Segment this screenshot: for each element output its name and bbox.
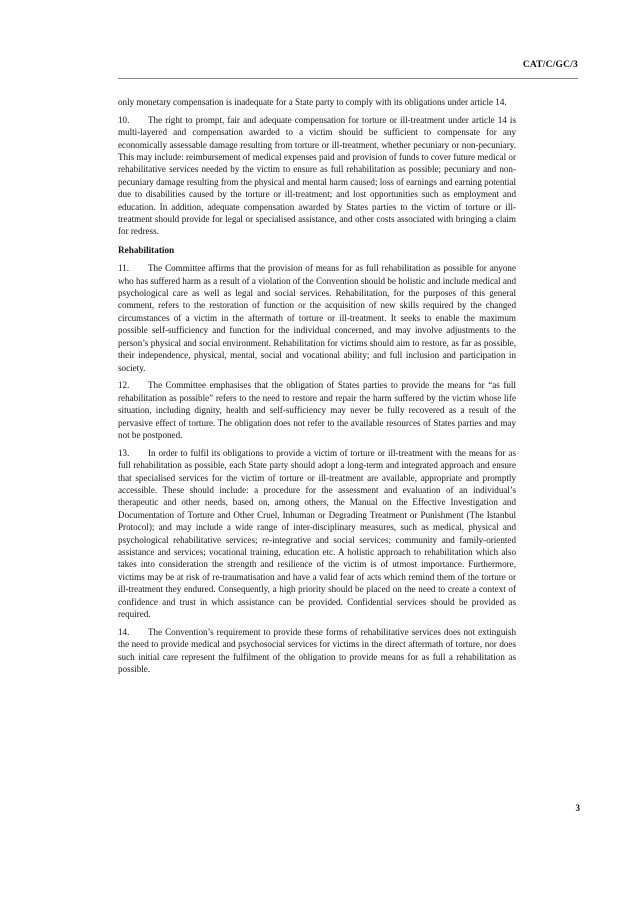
paragraph-number: 10. bbox=[118, 114, 130, 125]
paragraph-text: The right to prompt, fair and adequate compensation for torture or ill-treatment under article 14 is multi-layered and compensation awarded to a victim should be sufficient to compensate for any economically assessable damage resulting from torture or ill-treatment, whether pecuniary or non-pecuniary. This may include: reimbursement of medical expenses paid and provision of funds to cover future medical or rehabilitative services needed by the victim to ensure as full rehabilitation as possible; pecuniary and non-pecuniary damage resulting from the physical and mental harm caused; loss of earnings and earning potential due to disabilities caused by the torture or ill-treatment; and lost opportunities such as employment and education. In addition, adequate compensation awarded by States parties to the victim of torture or ill-treatment should provide for legal or specialised assistance, and other costs associated with bringing a claim for redress. bbox=[118, 114, 516, 237]
paragraph-11 bbox=[118, 262, 516, 374]
paragraph-number: 13. bbox=[118, 447, 130, 458]
paragraph-text: In order to fulfil its obligations to provide a victim of torture or ill-treatment with the means for as full rehabilitation as possible, each State party should adopt a long-term and integrated approach and ensure that specialised services for the victim of torture or ill-treatment are available, appropriate and promptly accessible. These should include: a procedure for the assessment and evaluation of an individual’s therapeutic and other needs, based on, among others, the Manual on the Effective Investigation and Documentation of Torture and Other Cruel, Inhuman or Degrading Treatment or Punishment (The Istanbul Protocol); and may include a wide range of inter-disciplinary measures, such as medical, physical and psychological rehabilitative services; re-integrative and social services; community and family-oriented assistance and services; vocational training, education etc. A holistic approach to rehabilitation which also takes into consideration the strength and resilience of the victim is of utmost importance. Furthermore, victims may be at risk of re-traumatisation and have a valid fear of acts which remind them of the torture or ill-treatment they endured. Consequently, a high priority should be placed on the need to create a context of confidence and trust in which assistance can be provided. Confidential services should be provided as required. bbox=[118, 447, 516, 620]
paragraph-13 bbox=[118, 447, 516, 621]
page-header bbox=[118, 58, 578, 79]
paragraph-text: The Committee affirms that the provision of means for as full rehabilitation as possible for anyone who has suffered harm as a result of a violation of the Convention should be holistic and include medical and psychological care as well as legal and social services. Rehabilitation, for the purposes of this general comment, refers to the restoration of function or the acquisition of new skills required by the changed circumstances of a victim in the aftermath of torture or ill-treatment. It seeks to enable the maximum possible self-sufficiency and function for the individual concerned, and may involve adjustments to the person’s physical and social environment. Rehabilitation for victims should aim to restore, as far as possible, their independence, physical, mental, social and vocational ability; and full inclusion and participation in society. bbox=[118, 263, 516, 373]
paragraph-14 bbox=[118, 626, 516, 676]
document-symbol: CAT/C/GC/3 bbox=[522, 60, 578, 70]
paragraph-12 bbox=[118, 379, 516, 441]
document-body bbox=[118, 96, 516, 681]
paragraph-10 bbox=[118, 114, 516, 238]
page-number: 3 bbox=[575, 803, 580, 813]
continuation-paragraph: only monetary compensation is inadequate for a State party to comply with its obligations under article 14. bbox=[118, 97, 507, 107]
paragraph-text: The Committee emphasises that the obligation of States parties to provide the means for “as full rehabilitation as possible” refers to the need to restore and repair the harm suffered by the victim whose life situation, including dignity, health and self-sufficiency may never be fully recovered as a result of the pervasive effect of torture. The obligation does not refer to the available resources of States parties and may not be postponed. bbox=[118, 380, 516, 440]
paragraph-number: 12. bbox=[118, 380, 130, 391]
paragraph-text: The Convention’s requirement to provide these forms of rehabilitative services does not extinguish the need to provide medical and psychosocial services for victims in the direct aftermath of torture, nor does such initial care represent the fulfilment of the obligation to provide means for as full a rehabilitation as possible. bbox=[118, 626, 516, 675]
paragraph-number: 11. bbox=[118, 263, 130, 274]
section-heading-rehabilitation: Rehabilitation bbox=[118, 244, 175, 255]
paragraph-number: 14. bbox=[118, 626, 130, 637]
